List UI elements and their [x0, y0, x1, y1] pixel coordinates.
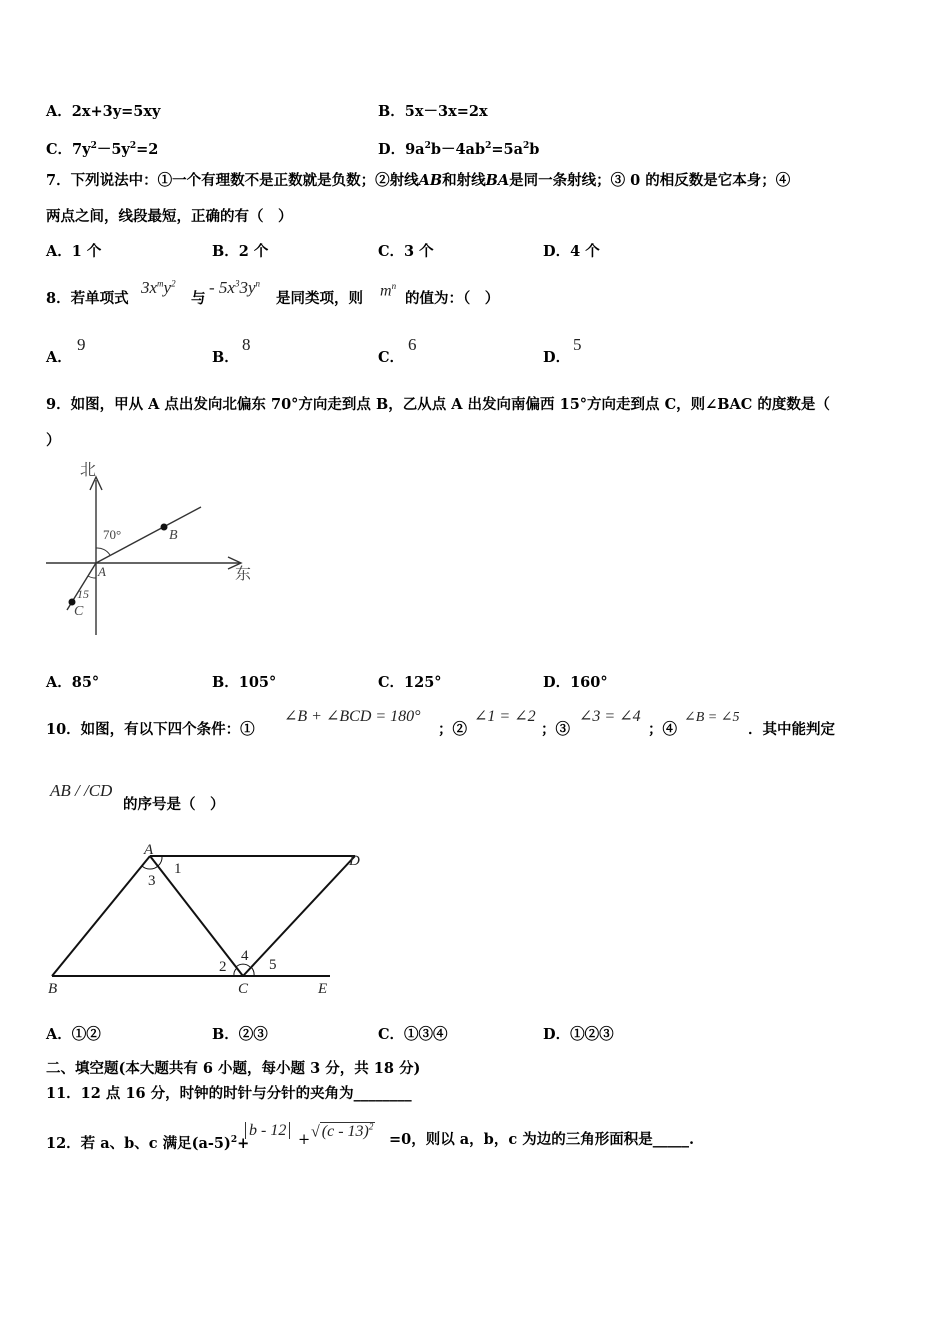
q8-option-b-value: 8 [242, 335, 251, 354]
q12-sqrt-body [320, 1122, 376, 1140]
label-east: 东 [235, 566, 252, 583]
q9-option-a[interactable]: A．85° [46, 674, 100, 691]
q12-abs [245, 1122, 290, 1139]
q8-term: - 5x [209, 278, 235, 297]
q10-condition-3: ∠3 = ∠4 [579, 708, 641, 725]
label-e: E [318, 981, 328, 997]
q12-prefix: 12．若 a、b、c 满足(a-5) [46, 1134, 231, 1152]
q8-option-d-value: 5 [573, 335, 582, 354]
q12-line [46, 1130, 249, 1154]
q8-exp: n [255, 278, 261, 289]
q10-sep-3: ；③ [541, 721, 570, 738]
label-2: 2 [219, 959, 227, 975]
q8-term: 3y [239, 278, 256, 297]
q7-ray-ab: AB [418, 172, 443, 189]
q11-text: 11．12 点 16 分，时钟的时针与分针的夹角为________ [46, 1085, 412, 1102]
angle-15-arc [88, 576, 96, 578]
q12-sqrt-inner: (c - 13) [321, 1123, 369, 1141]
q8-option-d[interactable]: D． [543, 349, 571, 366]
point-b [161, 524, 168, 531]
q9-stem-line2: ） [46, 432, 61, 449]
q12-sqrt-expr [311, 1122, 375, 1141]
q9-direction-figure [40, 455, 260, 645]
q7-stem-line1 [46, 171, 790, 191]
angle-70-arc [96, 548, 110, 555]
q10-sep-4: ；④ [648, 721, 677, 738]
q10-parallel-expr: AB / /CD [50, 781, 113, 800]
label-3: 3 [148, 873, 156, 889]
segment-cd [243, 856, 355, 976]
q8-monomial-2 [209, 278, 260, 298]
q10-condition-4: ∠B = ∠5 [684, 710, 740, 725]
q10-prefix: 10．如图，有以下四个条件：① [46, 721, 255, 738]
q8-with: 与 [191, 290, 206, 307]
q8-n: n [391, 281, 397, 291]
q12-suffix: =0，则以 a，b，c 为边的三角形面积是_____. [389, 1131, 694, 1148]
angle-3-arc [142, 866, 158, 869]
q7-option-a[interactable]: A．1 个 [46, 243, 102, 260]
label-4: 4 [241, 948, 249, 964]
q12-abs-expr [245, 1122, 290, 1140]
q10-condition-1: ∠B + ∠BCD = 180° [284, 708, 421, 725]
q9-option-b[interactable]: B．105° [212, 674, 277, 691]
q6-d-exp: 2 [523, 141, 530, 151]
q6-c-part: =2 [136, 140, 159, 158]
q7-text: 7．下列说法中：①一个有理数不是正数就是负数；②射线 [46, 172, 419, 189]
q8-exp: m [157, 278, 164, 289]
label-b: B [169, 528, 178, 543]
q8-term: y [163, 278, 172, 297]
sqrt-icon: √ [311, 1123, 320, 1141]
q6-option-b[interactable]: B．5x－3x=2x [378, 103, 488, 120]
q6-c-part: －5y [96, 140, 130, 158]
q8-suffix: 是同类项，则 [276, 290, 363, 307]
label-a: A [98, 564, 106, 579]
q8-monomial-1 [141, 278, 176, 298]
q10-condition-2: ∠1 = ∠2 [474, 708, 536, 725]
q10-sep-2: ；② [438, 721, 467, 738]
q12-plus: + [237, 1134, 250, 1152]
q10-option-d[interactable]: D．①②③ [543, 1026, 614, 1043]
q8-option-c[interactable]: C． [378, 349, 405, 366]
q6-d-part: D．9a [378, 140, 425, 158]
q9-option-d[interactable]: D．160° [543, 674, 608, 691]
q7-text: 是同一条射线；③ 0 的相反数是它本身；④ [509, 172, 791, 189]
q6-c-part: C．7y [46, 140, 91, 158]
label-d: D [349, 853, 360, 869]
q6-option-d[interactable] [378, 136, 539, 160]
q9-option-c[interactable]: C．125° [378, 674, 442, 691]
label-north: 北 [80, 462, 97, 479]
label-c: C [74, 604, 84, 619]
label-15: 15 [77, 587, 89, 601]
q6-d-exp: 2 [424, 141, 431, 151]
q7-option-b[interactable]: B．2 个 [212, 243, 269, 260]
segment-ac [150, 856, 243, 976]
q7-option-c[interactable]: C．3 个 [378, 243, 434, 260]
q8-suffix2: 的值为：（ ） [405, 290, 500, 307]
q6-option-a[interactable]: A．2x+3y=5xy [46, 103, 161, 120]
q6-c-exp: 2 [129, 141, 137, 151]
segment-ab [52, 856, 150, 976]
q7-text: 和射线 [442, 172, 486, 189]
section-fill-blank-title: 二、填空题(本大题共有 6 小题，每小题 3 分，共 18 分) [46, 1060, 421, 1077]
q8-term: 3x [141, 278, 158, 297]
q10-suffix: ．其中能判定 [748, 721, 835, 738]
label-a: A [144, 842, 154, 858]
q7-option-d[interactable]: D．4 个 [543, 243, 600, 260]
angle-4-arc [236, 964, 250, 967]
q6-option-c[interactable] [46, 136, 158, 160]
q10-option-a[interactable]: A．①② [46, 1026, 101, 1043]
q6-c-exp: 2 [90, 141, 97, 151]
q10-parallelogram-figure [40, 835, 380, 1005]
q6-d-part: b [529, 140, 540, 158]
label-70: 70° [103, 527, 122, 542]
label-c: C [238, 981, 249, 997]
q8-m: m [380, 282, 392, 300]
q8-exp: 3 [234, 278, 240, 289]
q9-stem-line1: 9．如图，甲从 A 点出发向北偏东 70°方向走到点 B，乙从点 A 出发向南偏西 15°方向走到点 C，则∠BAC 的度数是（ [46, 396, 830, 413]
q10-option-b[interactable]: B．②③ [212, 1026, 268, 1043]
q7-ray-ba: BA [485, 172, 510, 189]
q8-option-c-value: 6 [408, 335, 417, 354]
q8-option-b[interactable]: B． [212, 349, 239, 366]
q6-d-exp: 2 [485, 141, 492, 151]
q12-abs-inner: b - 12 [249, 1122, 287, 1139]
q12-exp: 2 [230, 1135, 238, 1145]
q6-d-part: =5a [491, 140, 523, 158]
q12-plus2: + [298, 1132, 311, 1148]
q8-option-a-value: 9 [77, 335, 86, 354]
label-b: B [48, 981, 58, 997]
q8-exp: 2 [171, 278, 176, 289]
q10-option-c[interactable]: C．①③④ [378, 1026, 448, 1043]
q6-d-part: b－4ab [430, 140, 486, 158]
q7-stem-line2: 两点之间，线段最短，正确的有（ ） [46, 208, 293, 225]
q10-stem-line2: 的序号是（ ） [123, 796, 225, 813]
q8-option-a[interactable]: A． [46, 349, 72, 366]
q12-sqrt-exp: 2 [368, 1122, 374, 1132]
q8-prefix: 8．若单项式 [46, 290, 129, 307]
label-1: 1 [174, 861, 182, 877]
q8-m-power-n [380, 281, 396, 300]
label-5: 5 [269, 957, 277, 973]
angle-1-arc [158, 856, 162, 866]
